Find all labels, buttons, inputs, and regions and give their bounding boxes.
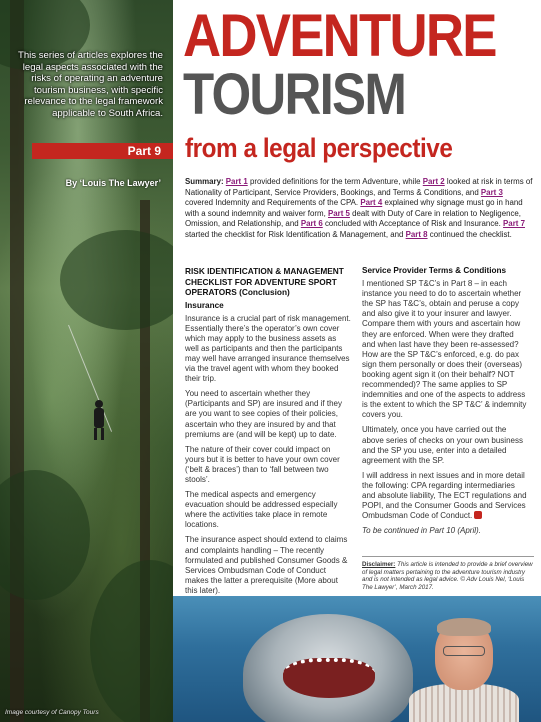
title-adventure: ADVENTURE [183, 2, 496, 69]
insurance-subheading: Insurance [185, 300, 224, 310]
link-part-2[interactable]: Part 2 [422, 177, 445, 186]
paragraph: I mentioned SP T&C’s in Part 8 – in each instance you need to do to ascertain whether the SP has T&C’s, obtain and peruse a copy and also give it to your insurer and lawyer. Compare them with yours and ascertain how they are enforced. When were they drafted and when last have they been re-assessed? How are the SP T&C’s enforced, e.g. do pax sign them personally or does their (overseas) booking agent sign it (on their behalf? NOT recommended)? The same applies to SP indemnities and one of the aspects to address is the extent to which the SP T&C’ & indemnity covers you. [362, 279, 527, 420]
link-part-4[interactable]: Part 4 [360, 198, 383, 208]
paragraph: The medical aspects and emergency evacuation should be addressed especially where the activities take place in remote locations. [185, 490, 338, 530]
paragraph: The nature of their cover could impact on yours but it is better to have your own cover (‘belt & braces’) than to ‘fall between two stools’. [185, 444, 340, 484]
paragraph: Insurance is a crucial part of risk management. Essentially there’s the operator’s own cover which may apply to the business assets as well as participants and then the participants may well have arranged insurance themselves via the travel agent with whom they booked their trip. [185, 313, 351, 384]
disclaimer-label: Disclaimer: [362, 561, 396, 568]
author-hair [437, 618, 491, 636]
title-subtitle: from a legal perspective [185, 133, 453, 163]
section-heading: RISK IDENTIFICATION & MANAGEMENT CHECKLIST FOR ADVENTURE SPORT OPERATORS (Conclusion) [185, 266, 344, 297]
title-tourism: TOURISM [183, 62, 406, 127]
section-heading: Service Provider Terms & Conditions [362, 266, 507, 275]
disclaimer-text: This article is intended to provide a brief overview of legal matters pertaining to the adventure tourism industry and is not intended as legal advice. © Adv Louis Nel, ‘Louis The Lawyer’, March 2017. [362, 561, 533, 591]
zipline-rope [68, 325, 112, 432]
article-column-right [362, 266, 528, 541]
article-column-left [185, 266, 351, 601]
link-part-8[interactable]: Part 8 [405, 229, 428, 239]
forest-canopy-photo [0, 0, 173, 722]
climber-figure [93, 400, 105, 440]
link-part-7[interactable]: Part 7 [503, 219, 525, 229]
continued-note: To be continued in Part 10 (April). [362, 526, 481, 536]
photo-credit: Image courtesy of Canopy Tours [5, 709, 99, 716]
red-square-icon [474, 511, 482, 519]
link-part-6[interactable]: Part 6 [300, 219, 323, 229]
paragraph: Ultimately, once you have carried out the above series of checks on your own business and the SP you use, enter into a detailed agreement with the SP. [362, 425, 523, 465]
part-label: Part 9 [32, 143, 173, 159]
link-part-3[interactable]: Part 3 [480, 187, 503, 197]
shark-and-author-photo [173, 596, 541, 722]
disclaimer [362, 556, 534, 591]
paragraph: I will address in next issues and in more detail the following: CPA regarding intermediaries and absolute liability, The ECT regulations and POPI, and the Consumer Goods and Services Ombudsman Code of Conduct. [362, 470, 527, 521]
paragraph: The insurance aspect should extend to claims and complaints handling – The recently formulated and published Consumer Goods & Services Ombudsman Code of Conduct makes the latter a prerequisite (More about this later). [185, 535, 348, 595]
summary-label: Summary: [185, 177, 224, 186]
series-intro: This series of articles explores the legal aspects associated with the risks of operating an adventure tourism business, with specific relevance to the legal framework applicable to South Africa. [17, 50, 163, 119]
foliage [90, 560, 173, 722]
byline: By ‘Louis The Lawyer’ [65, 178, 161, 188]
link-part-5[interactable]: Part 5 [328, 208, 350, 218]
link-part-1[interactable]: Part 1 [225, 177, 248, 186]
summary-paragraph: Summary: Part 1 provided definitions for the term Adventure, while Part 2 looked at risk in terms of Nationality of Participant, Service Providers, Bookings, and Terms & Conditions, and Part 3 covered Indemnity and Requirements of the CPA. Part 4 explained why signage must go in hand with a sound indemnity and waiver form, Part 5 dealt with Duty of Care in relation to Negligence, Omission, and Relationship, and Part 6 concluded with Acceptance of Risk and Insurance. Part 7 started the checklist for Risk Identification & Management, and Part 8 continued the checklist. [185, 177, 533, 239]
shark-mouth [283, 658, 375, 698]
foliage [0, 470, 90, 600]
foliage [60, 230, 173, 330]
glasses-icon [443, 646, 485, 656]
paragraph: You need to ascertain whether they (Participants and SP) are insured and if they are you want to see copies of their policies, ascertain who they are insured by and that premiums are (and will be kept) up to date. [185, 389, 342, 439]
